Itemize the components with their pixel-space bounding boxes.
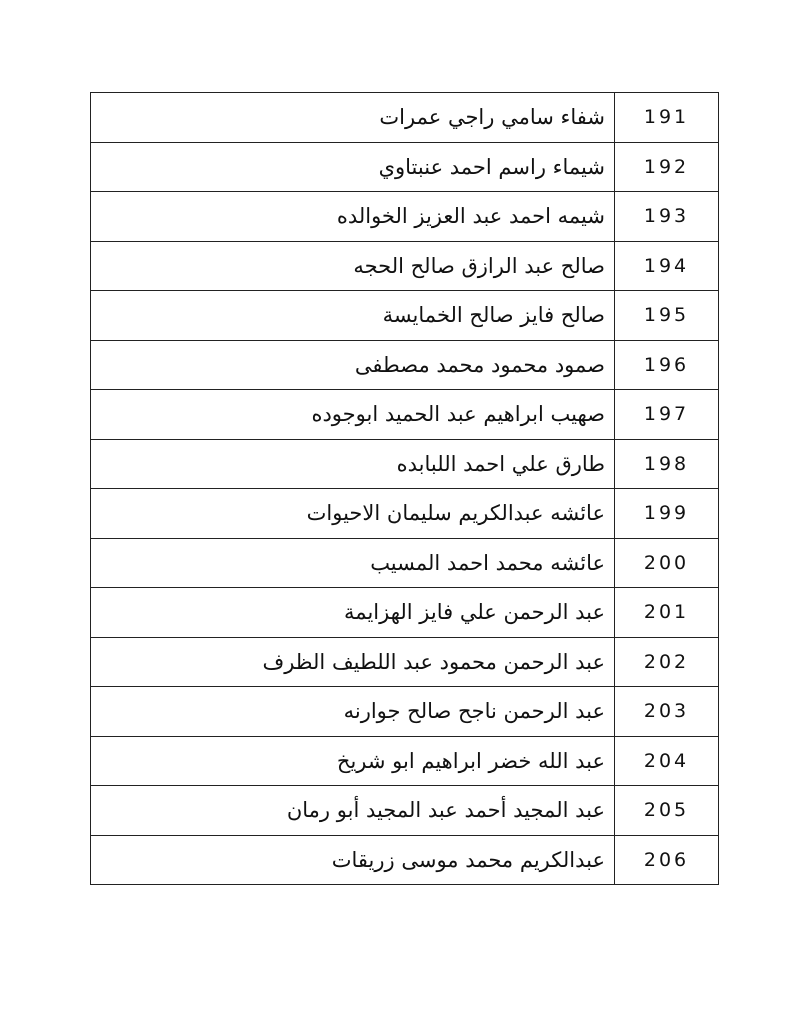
table-row (91, 93, 719, 143)
row-name: طارق علي احمد اللبابده (91, 439, 615, 489)
row-number: 205 (615, 786, 719, 836)
row-number: 204 (615, 736, 719, 786)
row-number: 201 (615, 588, 719, 638)
row-number: 195 (615, 291, 719, 341)
row-name: شيماء راسم احمد عنبتاوي (91, 142, 615, 192)
table-row (91, 489, 719, 539)
table-row (91, 736, 719, 786)
table-row (91, 291, 719, 341)
table-row (91, 786, 719, 836)
table-row (91, 637, 719, 687)
row-name: عبد المجيد أحمد عبد المجيد أبو رمان (91, 786, 615, 836)
row-number: 198 (615, 439, 719, 489)
row-number: 206 (615, 835, 719, 885)
row-number: 192 (615, 142, 719, 192)
table-row (91, 241, 719, 291)
row-number: 202 (615, 637, 719, 687)
table-row (91, 538, 719, 588)
table-row (91, 687, 719, 737)
row-name: شيمه احمد عبد العزيز الخوالده (91, 192, 615, 242)
row-number: 197 (615, 390, 719, 440)
table-row (91, 142, 719, 192)
row-name: صمود محمود محمد مصطفى (91, 340, 615, 390)
row-name: صالح فايز صالح الخمايسة (91, 291, 615, 341)
table-row (91, 588, 719, 638)
row-name: صالح عبد الرازق صالح الحجه (91, 241, 615, 291)
row-number: 203 (615, 687, 719, 737)
row-number: 191 (615, 93, 719, 143)
names-table-body (91, 93, 719, 885)
row-name: عبد الرحمن ناجح صالح جوارنه (91, 687, 615, 737)
row-name: عبدالكريم محمد موسى زريقات (91, 835, 615, 885)
table-row (91, 192, 719, 242)
table-row (91, 340, 719, 390)
row-name: عائشه محمد احمد المسيب (91, 538, 615, 588)
row-name: شفاء سامي راجي عمرات (91, 93, 615, 143)
row-number: 196 (615, 340, 719, 390)
table-row (91, 390, 719, 440)
row-name: عبد الله خضر ابراهيم ابو شريخ (91, 736, 615, 786)
row-number: 194 (615, 241, 719, 291)
row-name: صهيب ابراهيم عبد الحميد ابوجوده (91, 390, 615, 440)
row-name: عبد الرحمن محمود عبد اللطيف الظرف (91, 637, 615, 687)
row-name: عائشه عبدالكريم سليمان الاحيوات (91, 489, 615, 539)
row-name: عبد الرحمن علي فايز الهزايمة (91, 588, 615, 638)
table-row (91, 439, 719, 489)
row-number: 193 (615, 192, 719, 242)
row-number: 199 (615, 489, 719, 539)
names-table (90, 92, 719, 885)
table-row (91, 835, 719, 885)
row-number: 200 (615, 538, 719, 588)
